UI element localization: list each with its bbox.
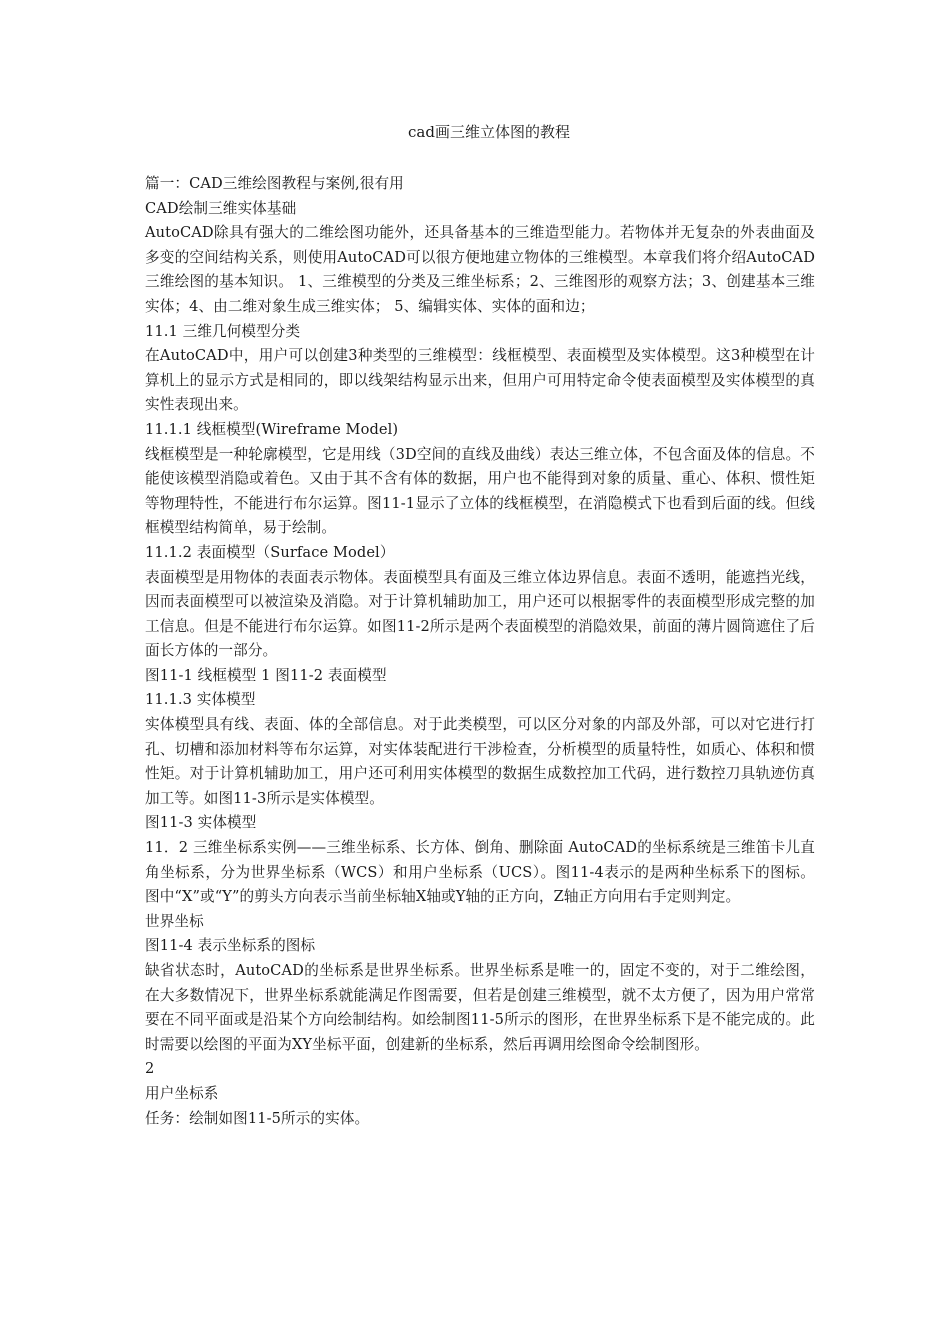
paragraph-1: 篇一：CAD三维绘图教程与案例,很有用 [145,175,404,192]
paragraph-8: 11.1.2 表面模型（Surface Model） [145,543,395,561]
paragraph-9: 表面模型是用物体的表面表示物体。表面模型具有面及三维立体边界信息。表面不透明，能遮挡光线，因而表面模型可以被渲染及消隐。对于计算机辅助加工，用户还可以根据零件的表面模型形成完整的加工信息。但是不能进行布尔运算。如图11-2所示是两个表面模型的消隐效果，前面的薄片圆筒遮住了后面长方体的一部分。 [145,568,815,660]
paragraph-18: 2 [145,1060,155,1078]
paragraph-17: 缺省状态时，AutoCAD的坐标系是世界坐标系。世界坐标系是唯一的，固定不变的，对于二维绘图，在大多数情况下，世界坐标系就能满足作图需要，但若是创建三维模型，就不太方便了，因为用户常常要在不同平面或是沿某个方向绘制结构。如绘制图11-5所示的图形，在世界坐标系下是不能完成的。此时需要以绘图的平面为XY坐标平面，创建新的坐标系，然后再调用绘图命令绘制图形。 [145,962,815,1053]
paragraph-7: 线框模型是一种轮廓模型，它是用线（3D空间的直线及曲线）表达三维立体，不包含面及体的信息。不能使该模型消隐或着色。又由于其不含有体的数据，用户也不能得到对象的质量、重心、体积、惯性矩等物理特性，不能进行布尔运算。图11-1显示了立体的线框模型，在消隐模式下也看到后面的线。但线框模型结构简单，易于绘制。 [145,445,815,537]
paragraph-12: 实体模型具有线、表面、体的全部信息。对于此类模型，可以区分对象的内部及外部，可以对它进行打孔、切槽和添加材料等布尔运算，对实体装配进行干涉检查，分析模型的质量特性，如质心、体积和惯性矩。对于计算机辅助加工，用户还可利用实体模型的数据生成数控加工代码，进行数控刀具轨迹仿真加工等。如图11-3所示是实体模型。 [145,716,815,807]
paragraph-2: CAD绘制三维实体基础 [145,199,297,217]
document-page [145,120,815,1131]
paragraph-11: 11.1.3 实体模型 [145,691,256,709]
paragraph-6: 11.1.1 线框模型(Wireframe Model) [145,420,399,438]
paragraph-4: 11.1 三维几何模型分类 [145,322,301,340]
paragraph-13: 图11-3 实体模型 [145,814,257,832]
paragraph-3: AutoCAD除具有强大的二维绘图功能外，还具备基本的三维造型能力。若物体并无复杂的外表曲面及多变的空间结构关系，则使用AutoCAD可以很方便地建立物体的三维模型。本章我们将介绍AutoCAD三维绘图的基本知识。 1、三维模型的分类及三维坐标系；2、三维图形的观察方法；3、创建基本三维实体；4、由二维对象生成三维实体； 5、编辑实体、实体的面和边； [145,224,815,315]
paragraph-14: 11．2 三维坐标系实例——三维坐标系、长方体、倒角、删除面 AutoCAD的坐标系统是三维笛卡儿直角坐标系，分为世界坐标系（WCS）和用户坐标系（UCS）。图11-4表示的是两种坐标系下的图标。 图中“X”或“Y”的剪头方向表示当前坐标轴X轴或Y轴的正方向，Z轴正方向用右手定则判定。 [145,839,815,906]
paragraph-5: 在AutoCAD中，用户可以创建3种类型的三维模型：线框模型、表面模型及实体模型。这3种模型在计算机上的显示方式是相同的，即以线架结构显示出来，但用户可用特定命令使表面模型及实体模型的真实性表现出来。 [145,347,815,414]
paragraph-20: 任务：绘制如图11-5所示的实体。 [145,1109,370,1127]
paragraph-16: 图11-4 表示坐标系的图标 [145,937,316,955]
document-title: cad画三维立体图的教程 [408,123,570,141]
paragraph-15: 世界坐标 [145,912,204,930]
paragraph-10: 图11-1 线框模型 1 图11-2 表面模型 [145,666,387,684]
paragraph-19: 用户坐标系 [145,1084,219,1102]
